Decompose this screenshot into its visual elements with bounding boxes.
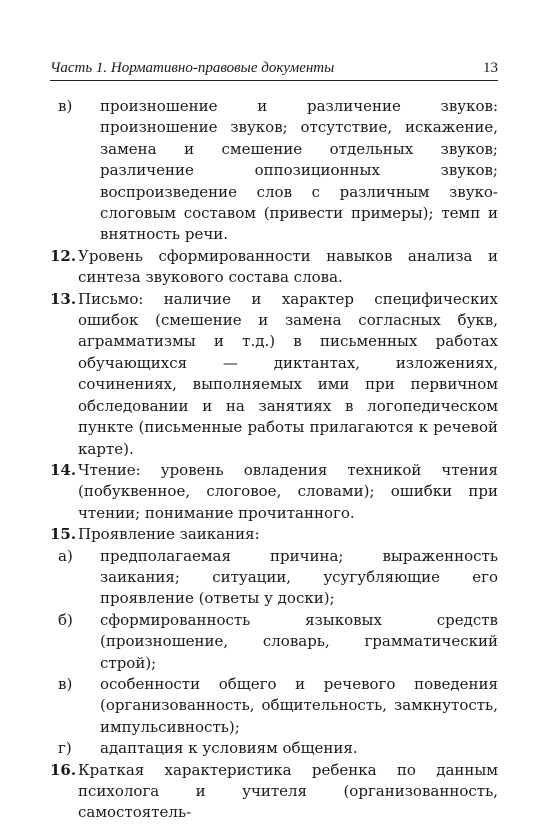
list-subitem: [50, 546, 498, 610]
subitem-marker: г): [58, 739, 72, 758]
subitem-text: особенности общего и речевого поведения (организованность, общительность, замкнутость, импульсивность);: [100, 674, 498, 736]
item-number: 12.: [50, 246, 77, 265]
item-text: Уровень сформированности навыков анализа и синтеза звукового состава слова.: [78, 246, 498, 287]
subitem-text: сформированность языковых средств (произношение, словарь, грамматический строй);: [100, 610, 498, 672]
running-header: [50, 60, 498, 81]
subitem-text: предполагаемая причина; выраженность заикания; ситуации, усугубляющие его проявление (ответы у доски);: [100, 546, 498, 608]
running-title: Часть 1. Нормативно-правовые документы: [50, 60, 335, 76]
list-subitem: [50, 610, 498, 674]
subitem-text: произношение и различение звуков: произношение звуков; отсутствие, искажение, замена и смешение отдельных звуков; различение оппозиционных звуков; воспроизведение слов с различным звуко-слоговым составом (привести примеры); темп и внятность речи.: [100, 97, 498, 244]
item-number: 15.: [50, 525, 77, 544]
list-subitem: [50, 96, 498, 246]
list-item: [50, 760, 498, 824]
subitem-marker: а): [58, 546, 73, 565]
page-body: [50, 96, 498, 824]
subitem-marker: в): [58, 674, 73, 693]
list-item: [50, 246, 498, 289]
list-subitem: [50, 674, 498, 738]
item-number: 16.: [50, 760, 77, 779]
list-item: [50, 524, 498, 545]
item-text: Письмо: наличие и характер специфических ошибок (смешение и замена согласных букв, аграмматизмы и т.д.) в письменных работах обучающихся — диктантах, изложениях, сочинениях, выполняемых ими при первичном обследовании и на занятиях в логопедическом пункте (письменные работы прилагаются к речевой карте).: [78, 289, 498, 458]
item-text: Чтение: уровень овладения техникой чтения (побуквенное, слоговое, словами); ошибки при чтении; понимание прочитанного.: [78, 460, 498, 522]
list-subitem: [50, 738, 498, 759]
item-number: 14.: [50, 460, 77, 479]
page-number: 13: [483, 60, 498, 76]
subitem-marker: в): [58, 97, 73, 115]
item-number: 13.: [50, 289, 77, 308]
subitem-text: адаптация к условиям общения.: [100, 739, 358, 758]
item-text: Краткая характеристика ребенка по данным психолога и учителя (организованность, самостоятель-: [78, 760, 498, 822]
subitem-marker: б): [58, 610, 73, 629]
list-item: [50, 289, 498, 460]
list-item: [50, 460, 498, 524]
item-text: Проявление заикания:: [78, 525, 260, 544]
